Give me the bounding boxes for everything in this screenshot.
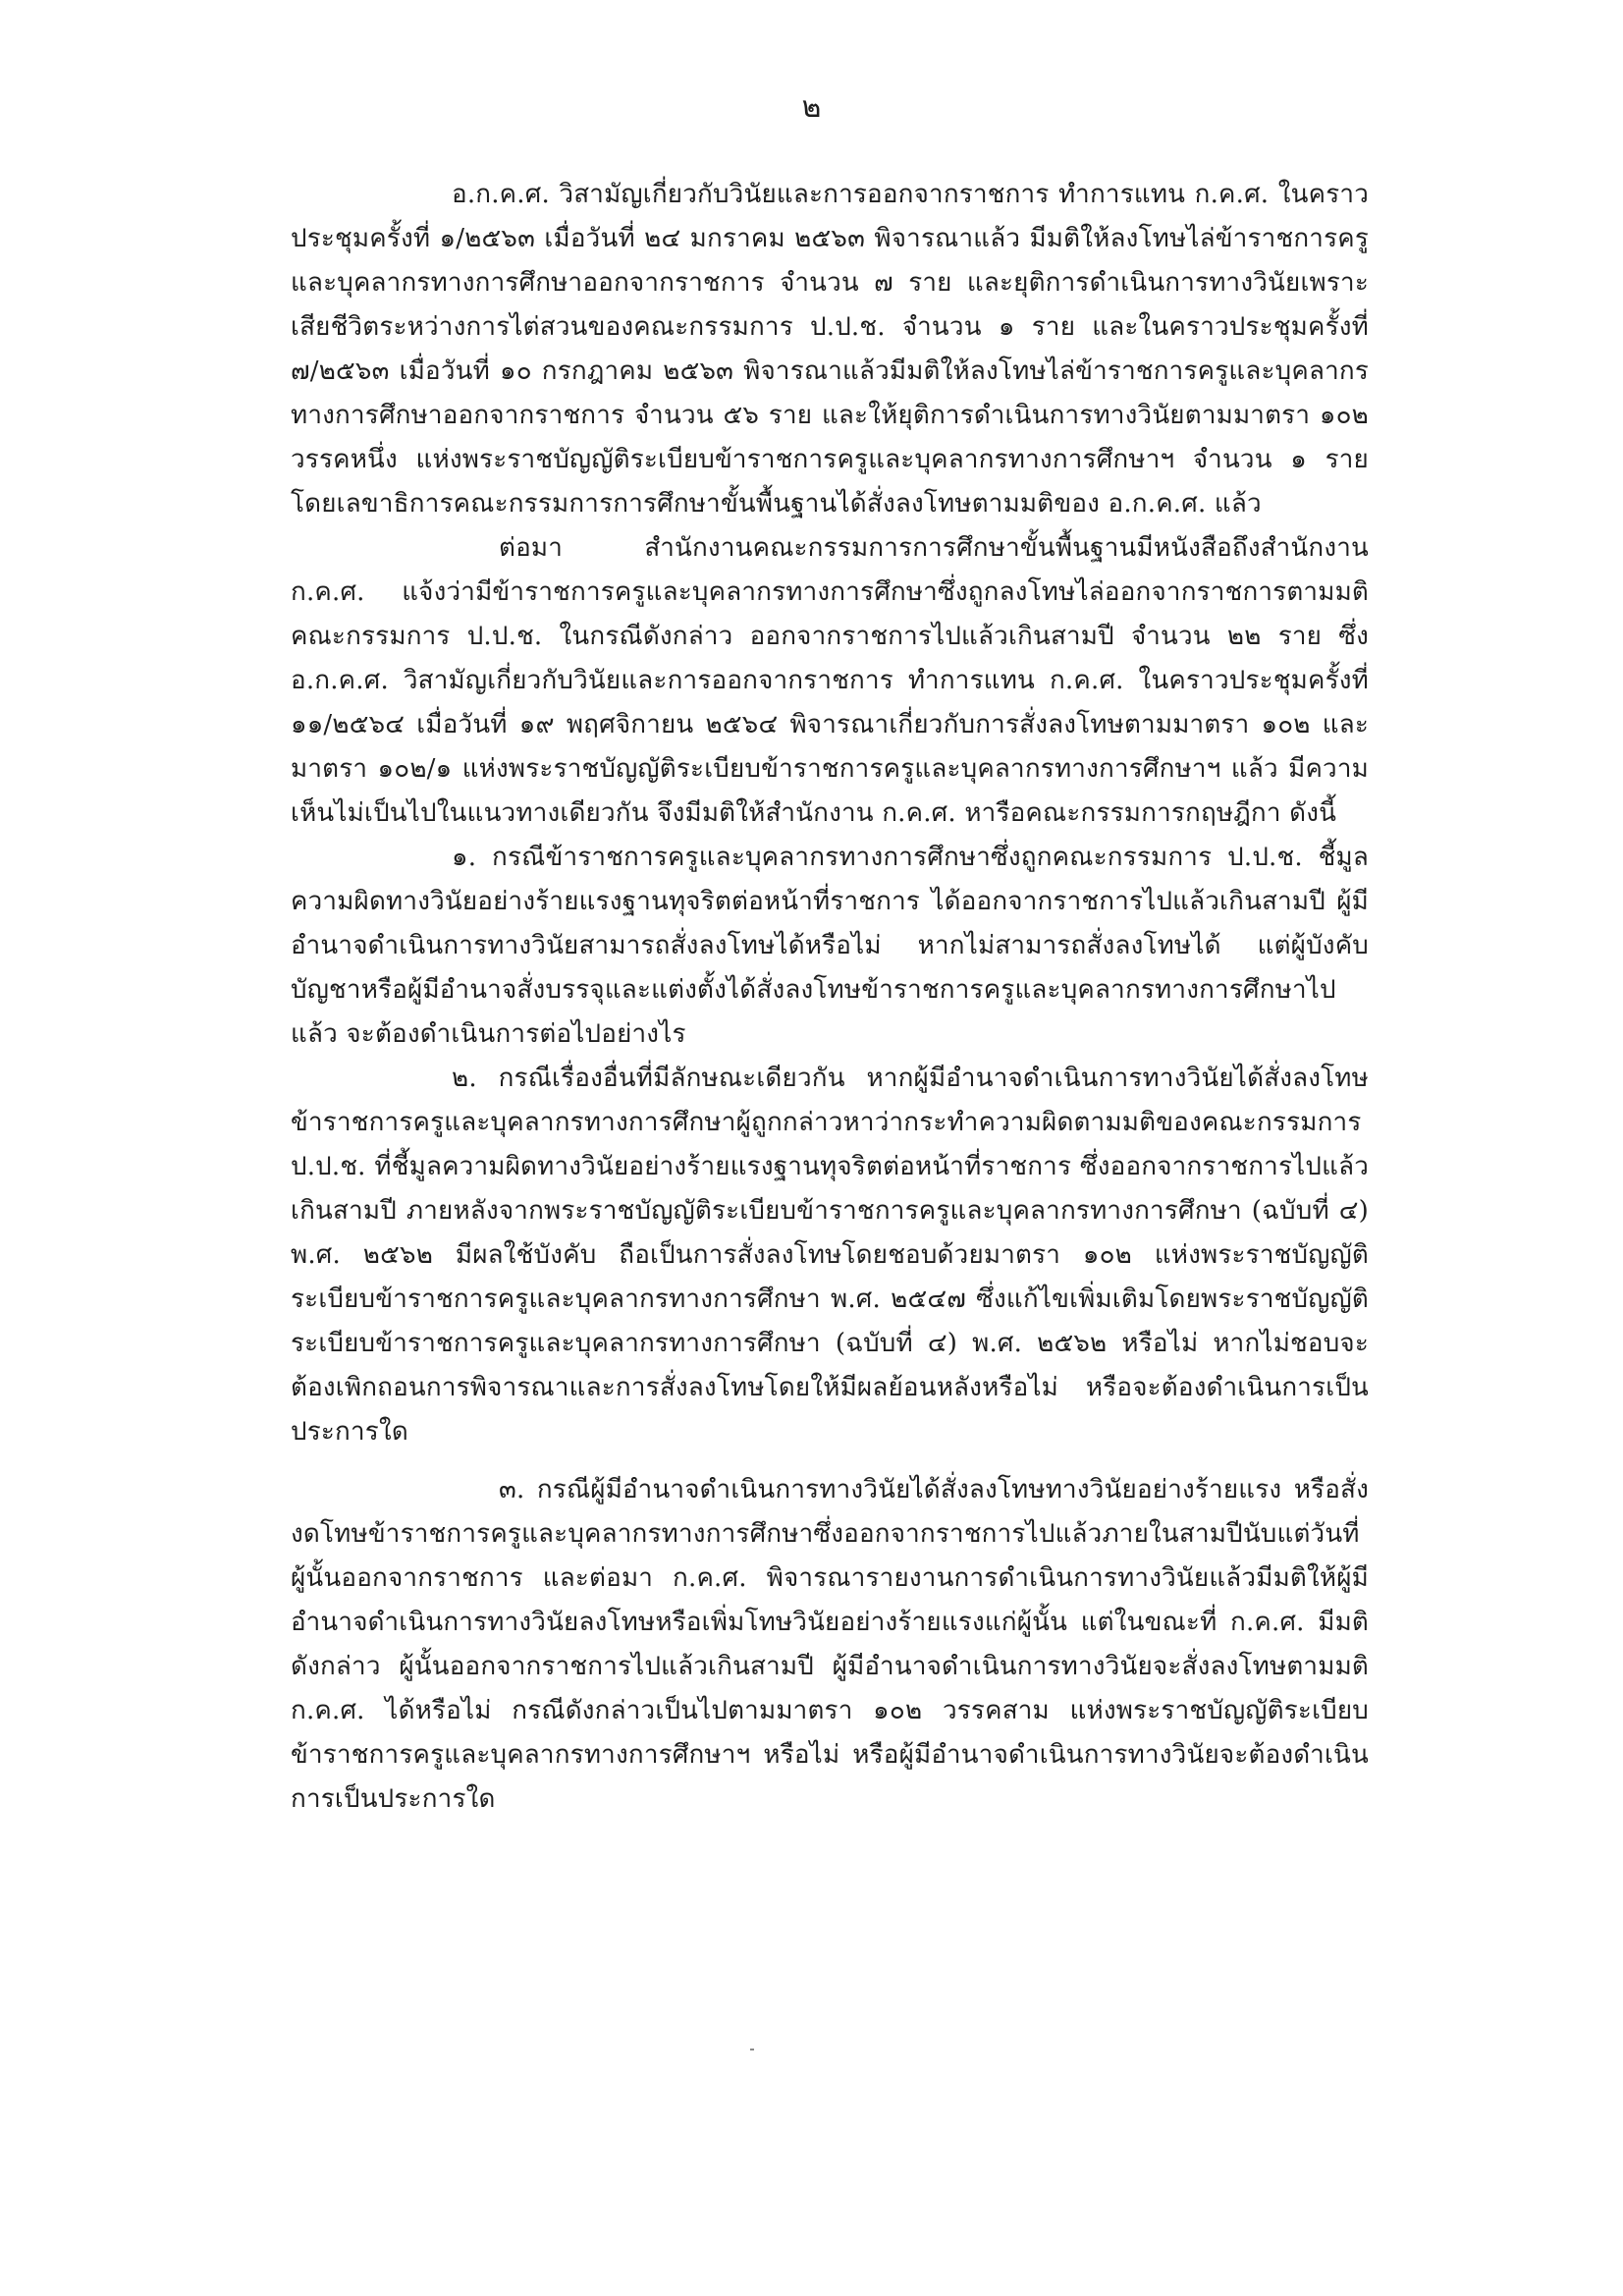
- document-body: [291, 173, 1369, 1822]
- paragraph-question-2: ๒. กรณีเรื่องอื่นที่มีลักษณะเดียวกัน หากผู้มีอำนาจดำเนินการทางวินัยได้สั่งลงโทษข้าราชการครูและบุคลากรทางการศึกษาผู้ถูกกล่าวหาว่ากระทำความผิดตามมติของคณะกรรมการ ป.ป.ช. ที่ชี้มูลความผิดทางวินัยอย่างร้ายแรงฐานทุจริตต่อหน้าที่ราชการ ซึ่งออกจากราชการไปแล้วเกินสามปี ภายหลังจากพระราชบัญญัติระเบียบข้าราชการครูและบุคลากรทางการศึกษา (ฉบับที่ ๔) พ.ศ. ๒๕๖๒ มีผลใช้บังคับ ถือเป็นการสั่งลงโทษโดยชอบด้วยมาตรา ๑๐๒ แห่งพระราชบัญญัติระเบียบข้าราชการครูและบุคลากรทางการศึกษา พ.ศ. ๒๕๔๗ ซึ่งแก้ไขเพิ่มเติมโดยพระราชบัญญัติระเบียบข้าราชการครูและบุคลากรทางการศึกษา (ฉบับที่ ๔) พ.ศ. ๒๕๖๒ หรือไม่ หากไม่ชอบจะต้องเพิกถอนการพิจารณาและการสั่งลงโทษโดยให้มีผลย้อนหลังหรือไม่ หรือจะต้องดำเนินการเป็นประการใด: [291, 1064, 1369, 1447]
- page-number: ๒: [801, 90, 822, 125]
- paragraph-question-1: ๑. กรณีข้าราชการครูและบุคลากรทางการศึกษาซึ่งถูกคณะกรรมการ ป.ป.ช. ชี้มูลความผิดทางวินัยอย่างร้ายแรงฐานทุจริตต่อหน้าที่ราชการ ได้ออกจากราชการไปแล้วเกินสามปี ผู้มีอำนาจดำเนินการทางวินัยสามารถสั่งลงโทษได้หรือไม่ หากไม่สามารถสั่งลงโทษได้ แต่ผู้บังคับบัญชาหรือผู้มีอำนาจสั่งบรรจุและแต่งตั้งได้สั่งลงโทษข้าราชการครูและบุคลากรทางการศึกษาไปแล้ว จะต้องดำเนินการต่อไปอย่างไร: [291, 843, 1369, 1049]
- scan-speck: [750, 2049, 754, 2050]
- paragraph-subsequent-inquiry: ต่อมา สำนักงานคณะกรรมการการศึกษาขั้นพื้นฐานมีหนังสือถึงสำนักงาน ก.ค.ศ. แจ้งว่ามีข้าราชการครูและบุคลากรทางการศึกษาซึ่งถูกลงโทษไล่ออกจากราชการตามมติคณะกรรมการ ป.ป.ช. ในกรณีดังกล่าว ออกจากราชการไปแล้วเกินสามปี จำนวน ๒๒ ราย ซึ่ง อ.ก.ค.ศ. วิสามัญเกี่ยวกับวินัยและการออกจากราชการ ทำการแทน ก.ค.ศ. ในคราวประชุมครั้งที่ ๑๑/๒๕๖๔ เมื่อวันที่ ๑๙ พฤศจิกายน ๒๕๖๔ พิจารณาเกี่ยวกับการสั่งลงโทษตามมาตรา ๑๐๒ และมาตรา ๑๐๒/๑ แห่งพระราชบัญญัติระเบียบข้าราชการครูและบุคลากรทางการศึกษาฯ แล้ว มีความเห็นไม่เป็นไปในแนวทางเดียวกัน จึงมีมติให้สำนักงาน ก.ค.ศ. หารือคณะกรรมการกฤษฎีกา ดังนี้: [291, 533, 1369, 828]
- paragraph-committee-resolutions: อ.ก.ค.ศ. วิสามัญเกี่ยวกับวินัยและการออกจากราชการ ทำการแทน ก.ค.ศ. ในคราวประชุมครั้งที่ ๑/๒๕๖๓ เมื่อวันที่ ๒๔ มกราคม ๒๕๖๓ พิจารณาแล้ว มีมติให้ลงโทษไล่ข้าราชการครูและบุคลากรทางการศึกษาออกจากราชการ จำนวน ๗ ราย และยุติการดำเนินการทางวินัยเพราะเสียชีวิตระหว่างการไต่สวนของคณะกรรมการ ป.ป.ช. จำนวน ๑ ราย และในคราวประชุมครั้งที่ ๗/๒๕๖๓ เมื่อวันที่ ๑๐ กรกฎาคม ๒๕๖๓ พิจารณาแล้วมีมติให้ลงโทษไล่ข้าราชการครูและบุคลากรทางการศึกษาออกจากราชการ จำนวน ๕๖ ราย และให้ยุติการดำเนินการทางวินัยตามมาตรา ๑๐๒ วรรคหนึ่ง แห่งพระราชบัญญัติระเบียบข้าราชการครูและบุคลากรทางการศึกษาฯ จำนวน ๑ ราย โดยเลขาธิการคณะกรรมการการศึกษาขั้นพื้นฐานได้สั่งลงโทษตามมติของ อ.ก.ค.ศ. แล้ว: [291, 180, 1369, 519]
- paragraph-question-3: ๓. กรณีผู้มีอำนาจดำเนินการทางวินัยได้สั่งลงโทษทางวินัยอย่างร้ายแรง หรือสั่งงดโทษข้าราชการครูและบุคลากรทางการศึกษาซึ่งออกจากราชการไปแล้วภายในสามปีนับแต่วันที่ผู้นั้นออกจากราชการ และต่อมา ก.ค.ศ. พิจารณารายงานการดำเนินการทางวินัยแล้วมีมติให้ผู้มีอำนาจดำเนินการทางวินัยลงโทษหรือเพิ่มโทษวินัยอย่างร้ายแรงแก่ผู้นั้น แต่ในขณะที่ ก.ค.ศ. มีมติดังกล่าว ผู้นั้นออกจากราชการไปแล้วเกินสามปี ผู้มีอำนาจดำเนินการทางวินัยจะสั่งลงโทษตามมติ ก.ค.ศ. ได้หรือไม่ กรณีดังกล่าวเป็นไปตามมาตรา ๑๐๒ วรรคสาม แห่งพระราชบัญญัติระเบียบข้าราชการครูและบุคลากรทางการศึกษาฯ หรือไม่ หรือผู้มีอำนาจดำเนินการทางวินัยจะต้องดำเนินการเป็นประการใด: [291, 1475, 1369, 1814]
